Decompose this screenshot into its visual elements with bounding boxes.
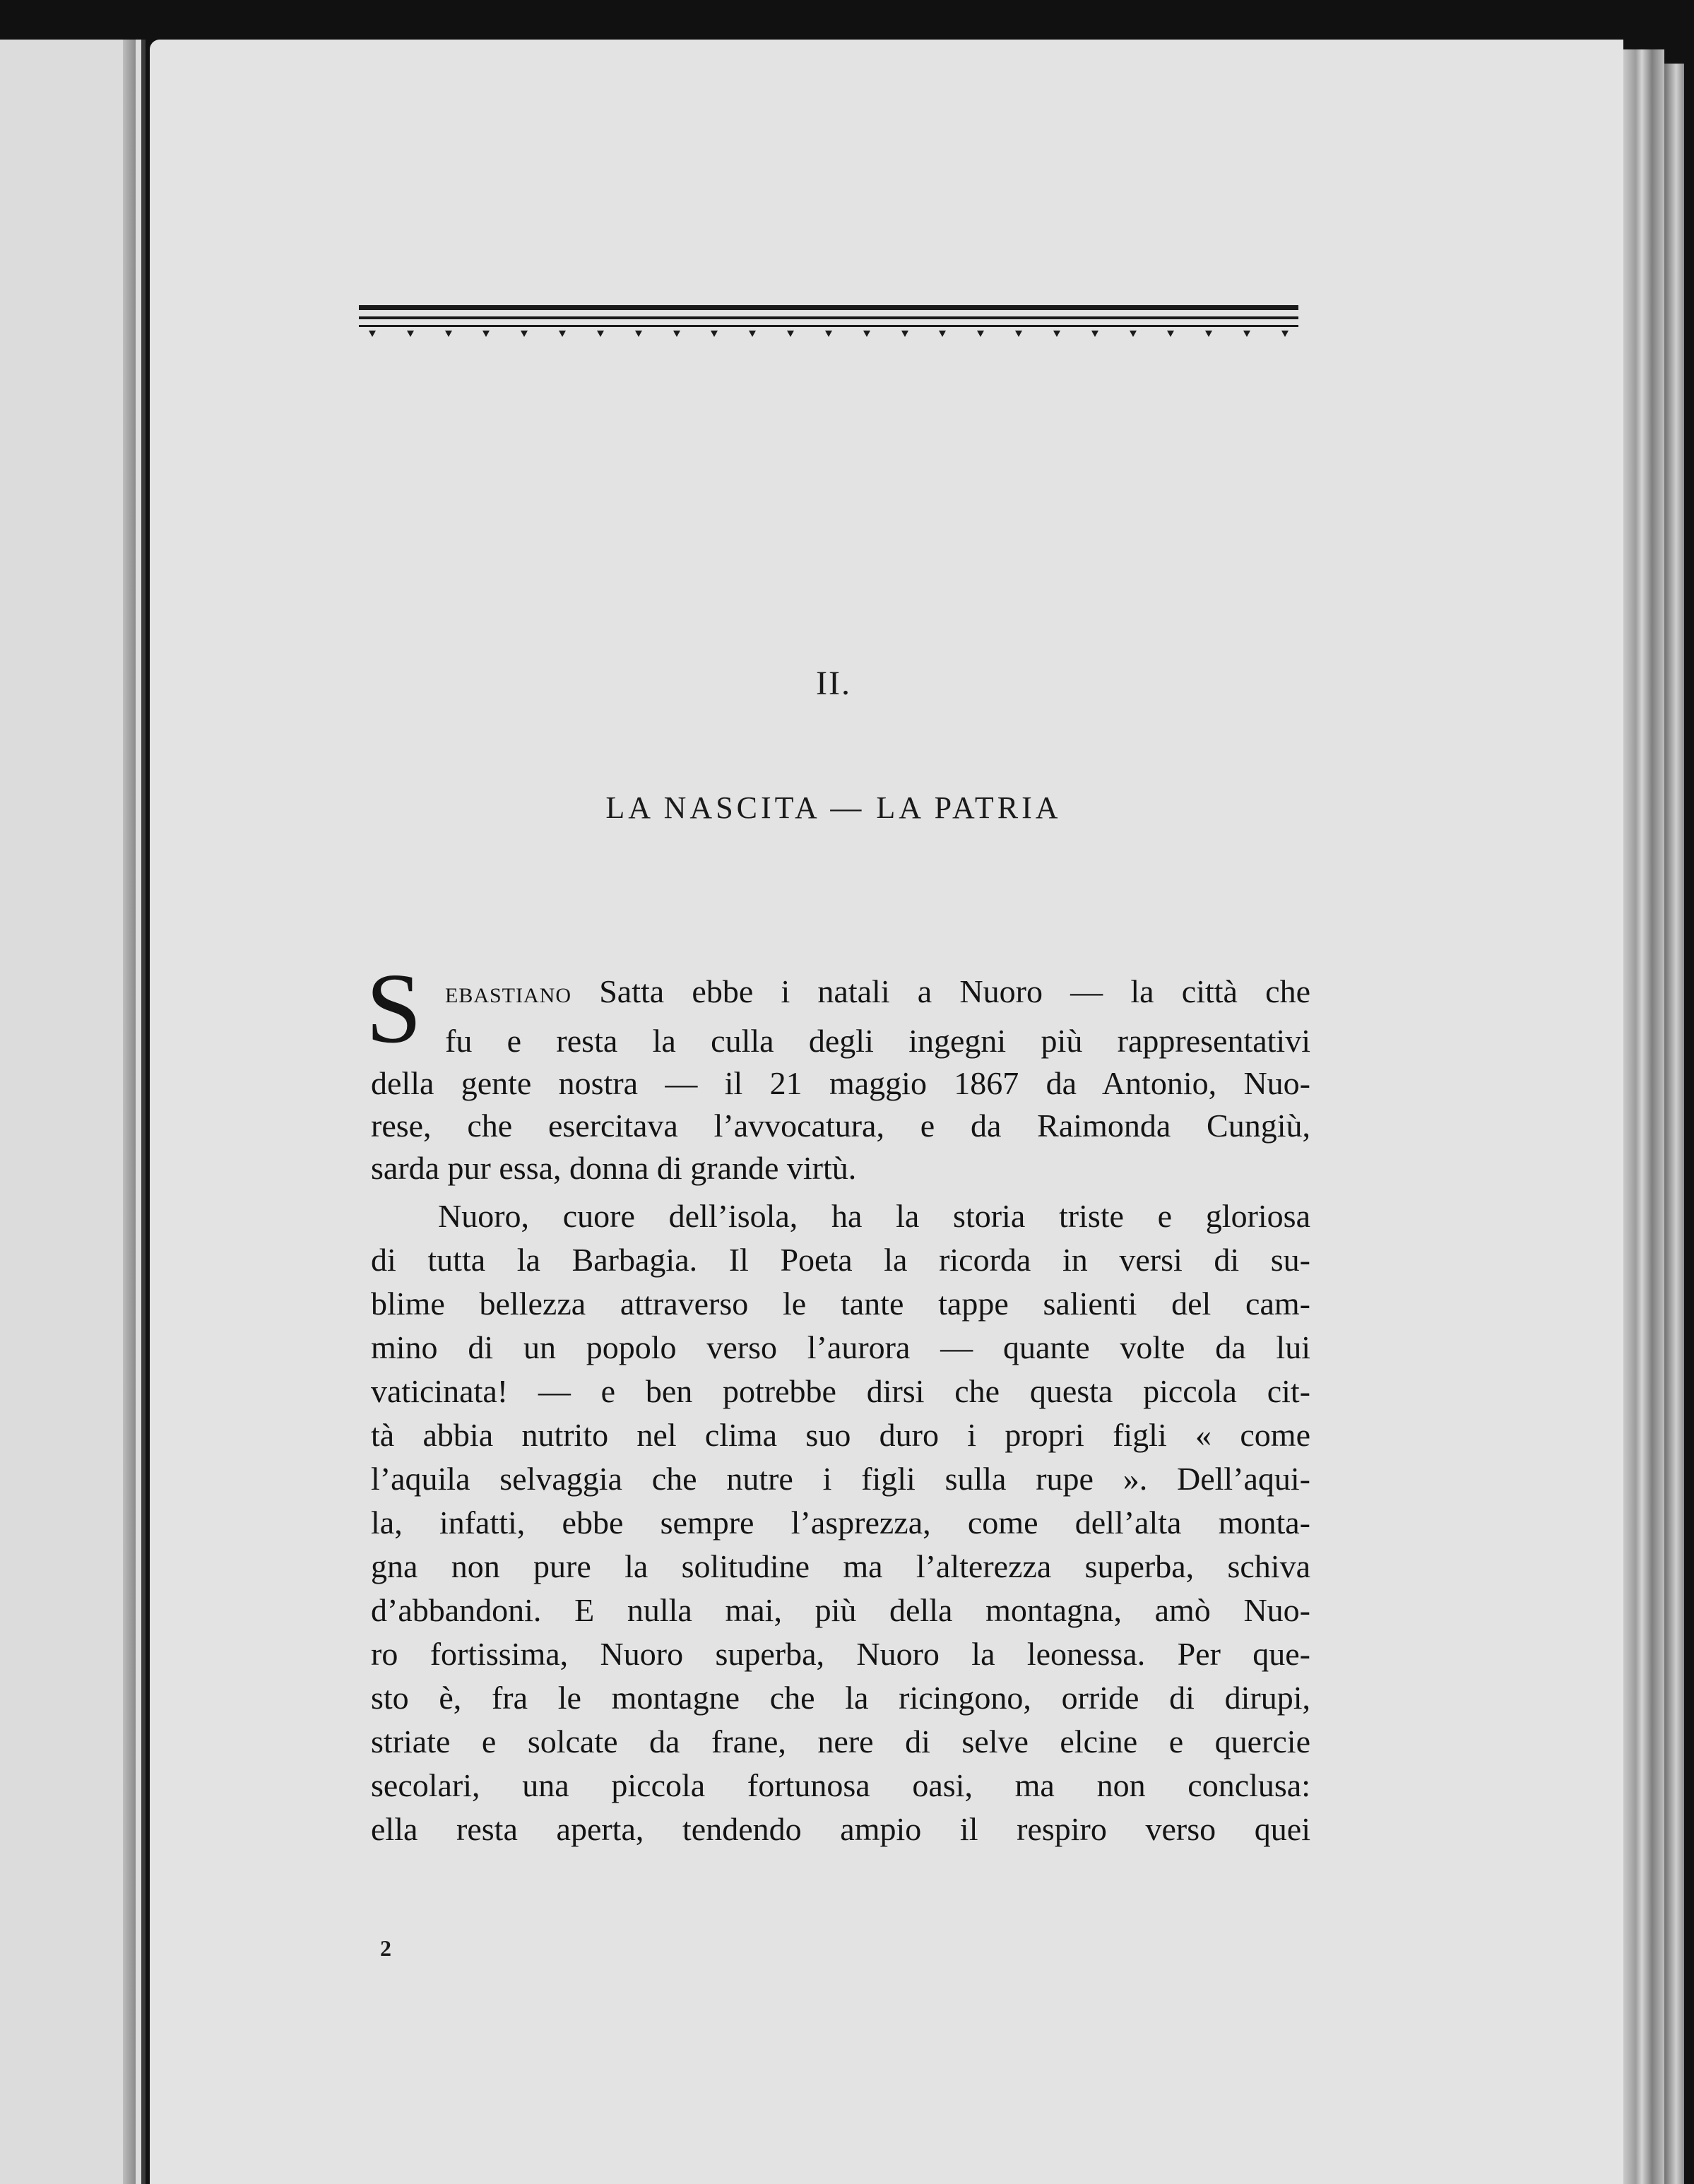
ornament-tooth	[1167, 331, 1174, 337]
body-line: della gente nostra — il 21 maggio 1867 da Antonio, Nuo-	[371, 1065, 1310, 1101]
ornament-tooth	[939, 331, 946, 337]
chapter-number: II.	[816, 665, 851, 702]
ornament-tooth	[559, 331, 566, 337]
header-ornament-rule	[359, 305, 1298, 355]
body-line	[445, 971, 1310, 1013]
ornament-tooth	[977, 331, 984, 337]
body-line: l’aquila selvaggia che nutre i figli sulla rupe ». Dell’aqui-	[371, 1461, 1310, 1497]
body-line: d’abbandoni. E nulla mai, più della montagna, amò Nuo-	[371, 1592, 1310, 1628]
ornament-tooth	[825, 331, 832, 337]
facing-page-edge	[0, 40, 146, 2184]
body-line: secolari, una piccola fortunosa oasi, ma non conclusa:	[371, 1767, 1310, 1803]
body-line: striate e solcate da frane, nere di selve elcine e quercie	[371, 1723, 1310, 1759]
body-line: vaticinata! — e ben potrebbe dirsi che questa piccola cit-	[371, 1373, 1310, 1409]
ornament-tooth	[863, 331, 870, 337]
ornament-tooth	[1053, 331, 1060, 337]
body-line: ro fortissima, Nuoro superba, Nuoro la leonessa. Per que-	[371, 1636, 1310, 1672]
body-line: fu e resta la culla degli ingegni più rappresentativi	[445, 1023, 1310, 1059]
body-line: sto è, fra le montagne che la ricingono, orride di dirupi,	[371, 1680, 1310, 1716]
ornament-tooth	[711, 331, 718, 337]
ornament-tooth	[597, 331, 604, 337]
drop-cap: S	[366, 952, 422, 1064]
ornament-tooth	[1015, 331, 1022, 337]
ornament-tooth	[1243, 331, 1250, 337]
ornament-tooth	[635, 331, 642, 337]
ornament-tooth	[901, 331, 908, 337]
ornament-tooth	[1281, 331, 1289, 337]
ornament-tooth	[1091, 331, 1098, 337]
ornament-tooth	[482, 331, 490, 337]
body-line: blime bellezza attraverso le tante tappe salienti del cam-	[371, 1286, 1310, 1322]
ornament-tooth	[787, 331, 794, 337]
page-stack-edge	[1623, 49, 1664, 2184]
body-line: di tutta la Barbagia. Il Poeta la ricorda in versi di su-	[371, 1242, 1310, 1278]
body-line: tà abbia nutrito nel clima suo duro i propri figli « come	[371, 1417, 1310, 1453]
ornament-tooth	[369, 331, 376, 337]
ornament-tooth	[521, 331, 528, 337]
ornament-tooth	[1130, 331, 1137, 337]
page-number: 2	[380, 1935, 391, 1961]
body-line: rese, che esercitava l’avvocatura, e da Raimonda Cungiù,	[371, 1108, 1310, 1144]
body-line: sarda pur essa, donna di grande virtù.	[371, 1150, 857, 1186]
ornament-tooth	[673, 331, 680, 337]
ornament-tooth	[749, 331, 756, 337]
ornament-tooth	[445, 331, 452, 337]
body-line: mino di un popolo verso l’aurora — quante volte da lui	[371, 1329, 1310, 1365]
ornament-tooth	[1205, 331, 1212, 337]
body-line: la, infatti, ebbe sempre l’asprezza, come dell’alta monta-	[371, 1505, 1310, 1541]
chapter-title: LA NASCITA — LA PATRIA	[605, 790, 1062, 825]
ornament-tooth	[407, 331, 414, 337]
small-caps-word: EBASTIANO	[445, 984, 571, 1007]
page-stack-edge-outer	[1664, 64, 1684, 2184]
line-text: Satta ebbe i natali a Nuoro — la città che	[599, 973, 1311, 1009]
body-line: Nuoro, cuore dell’isola, ha la storia triste e gloriosa	[438, 1198, 1310, 1234]
body-line: ella resta aperta, tendendo ampio il respiro verso quei	[371, 1811, 1310, 1847]
body-line: gna non pure la solitudine ma l’alterezza superba, schiva	[371, 1548, 1310, 1584]
